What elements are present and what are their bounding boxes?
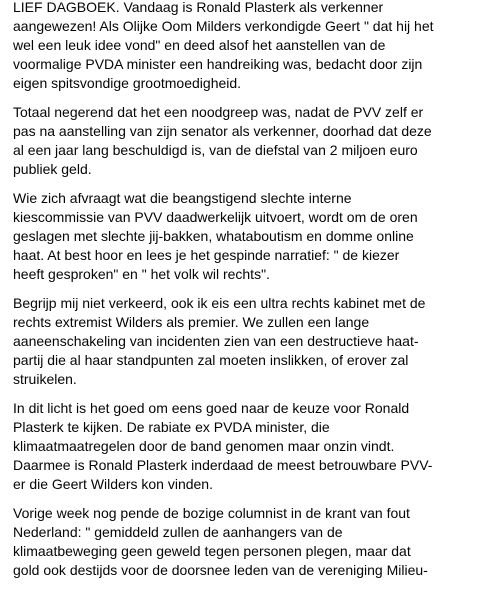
post-paragraph-6: Vorige week nog pende de bozige columnist in de krant van fout Nederland: " gemiddeld zullen de aanhangers van de klimaatbeweging geen geweld tegen personen plegen, maar dat gold ook destijds voor de doorsnee leden van de vereniging Milieu- bbox=[13, 505, 428, 578]
post-paragraph-4: Begrijp mij niet verkeerd, ook ik eis een ultra rechts kabinet met de rechts extremist Wilders als premier. We zullen een lange aaneenschakeling van incidenten zien van een destructieve haat- partij die al haar standpunten zal moeten inslikken, of erover zal struikelen. bbox=[13, 295, 426, 387]
post-paragraph-1: LIEF DAGBOEK. Vandaag is Ronald Plasterk als verkenner aangewezen! Als Olijke Oom Milders verkondigde Geert " dat hij het wel een leuk idee vond" en deed alsof het aanstellen van de voormalige PVDA minister een handreiking was, bedacht door zijn eigen spitsvondige grootmoedigheid. bbox=[13, 0, 434, 91]
post-paragraph-2: Totaal negerend dat het een noodgreep was, nadat de PVV zelf er pas na aanstelling van zijn senator als verkenner, doorhad dat deze al een jaar lang beschuldigd is, van de diefstal van 2 miljoen euro publiek geld. bbox=[13, 104, 432, 177]
post-paragraph-5: In dit licht is het goed om eens goed naar de keuze voor Ronald Plasterk te kijken. De rabiate ex PVDA minister, die klimaatmaatregelen door de band genomen maar onzin vindt. Daarmee is Ronald Plasterk inderdaad de meest betrouwbare PVV- er die Geert Wilders kon vinden. bbox=[13, 400, 433, 492]
post-paragraph-3: Wie zich afvraagt wat die beangstigend slechte interne kiescommissie van PVV daadwerkelijk uitvoert, wordt om de oren geslagen met slechte jij-bakken, whataboutism en domme online haat. At best hoor en lees je het gespinde narratief: " de kiezer heeft gesproken" en " het volk wil rechts". bbox=[13, 190, 418, 282]
